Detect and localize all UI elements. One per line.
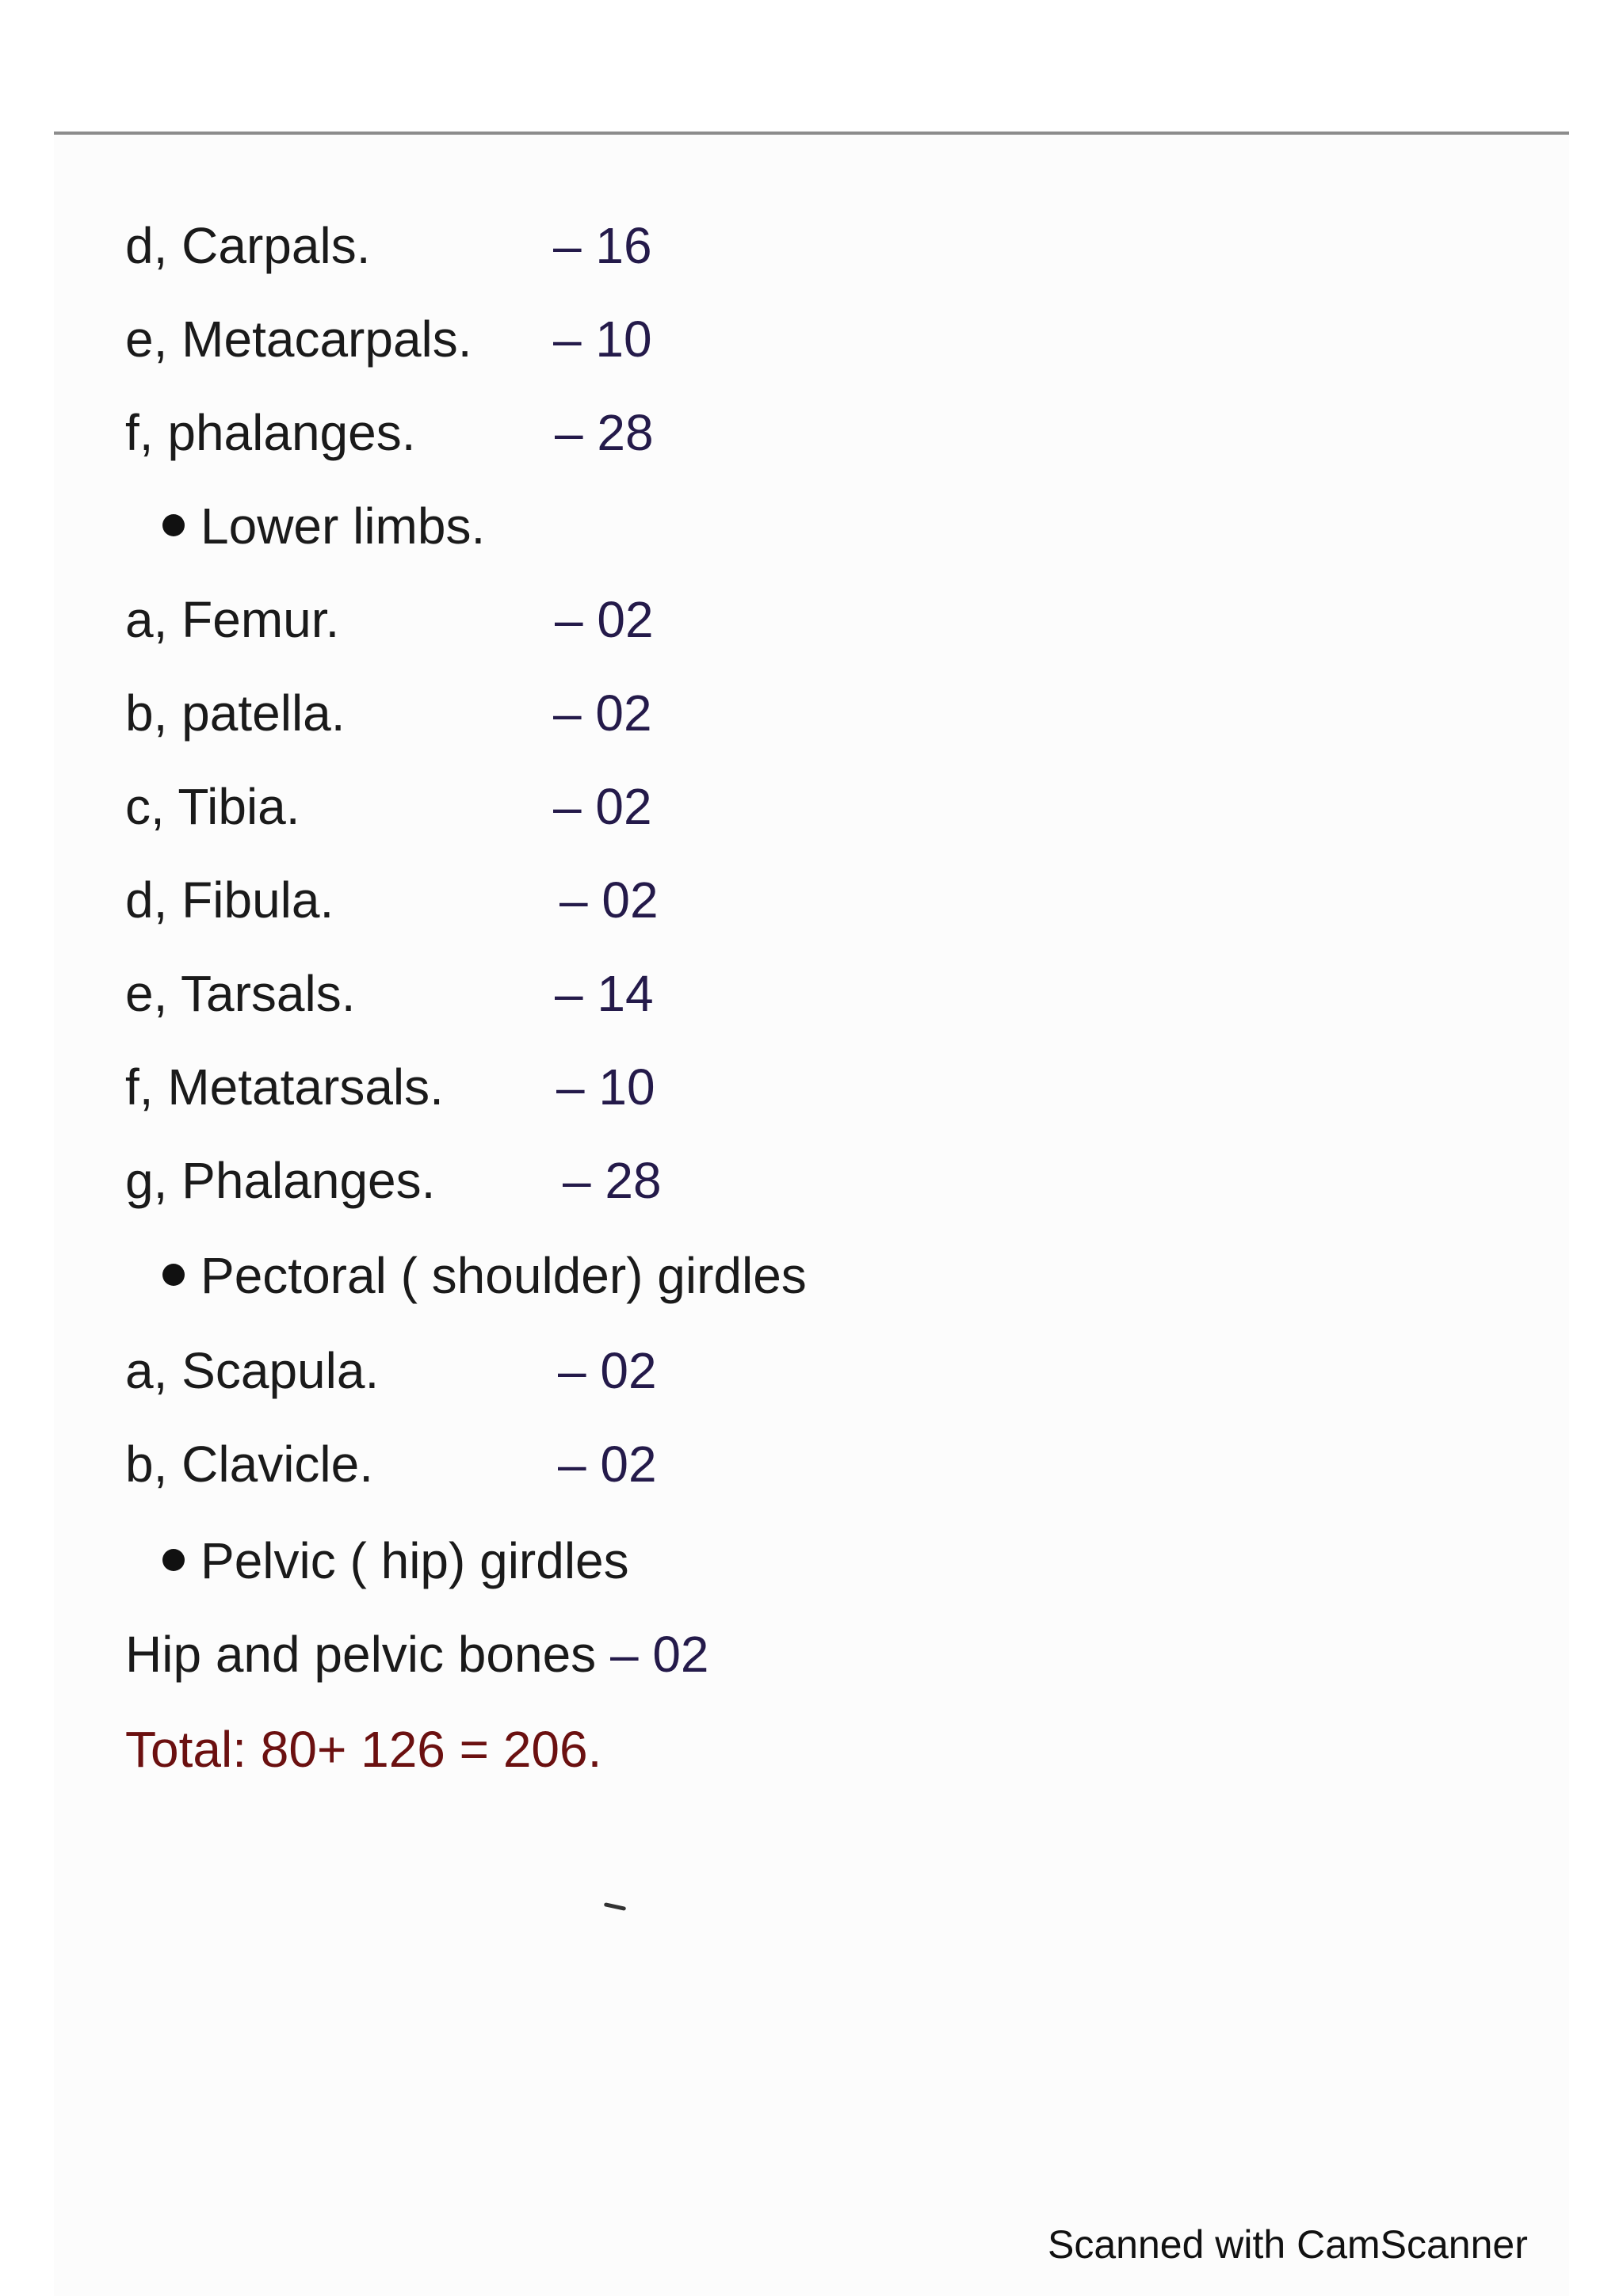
item-label: g, Phalanges. — [125, 1152, 436, 1209]
list-item-tibia — [125, 775, 652, 838]
item-count: – 28 — [563, 1152, 662, 1209]
item-label: b, Clavicle. — [125, 1436, 373, 1493]
list-item-phalanges-foot — [125, 1149, 662, 1212]
camscanner-watermark: Scanned with CamScanner — [1048, 2222, 1528, 2267]
item-count: – 02 — [558, 1436, 657, 1493]
item-count: – 16 — [553, 217, 652, 274]
item-label: d, Carpals. — [125, 217, 371, 274]
list-item-phalanges-hand — [125, 401, 654, 464]
list-item-femur — [125, 588, 654, 651]
bullet-icon — [162, 514, 185, 536]
item-count: – 02 — [559, 871, 659, 929]
bullet-icon — [162, 1549, 185, 1571]
section-heading-pectoral — [162, 1244, 807, 1307]
item-label: f, phalanges. — [125, 404, 416, 461]
item-count: – 10 — [556, 1058, 655, 1116]
section-heading-lower-limbs — [162, 494, 485, 558]
item-label: Hip and pelvic bones — [125, 1626, 610, 1683]
list-item-scapula — [125, 1339, 657, 1402]
list-item-metacarpals — [125, 307, 652, 371]
heading-text: Pelvic ( hip) girdles — [200, 1532, 629, 1589]
top-rule-divider — [54, 132, 1569, 135]
list-item-patella — [125, 681, 652, 745]
item-count: – 02 — [558, 1342, 657, 1399]
item-label: d, Fibula. — [125, 871, 334, 929]
item-count: – 02 — [553, 778, 652, 835]
item-count: – 02 — [555, 591, 654, 648]
item-label: b, patella. — [125, 685, 346, 742]
heading-text: Lower limbs. — [200, 498, 486, 555]
item-count: – 28 — [555, 404, 654, 461]
item-count: – 02 — [553, 685, 652, 742]
item-label: e, Metacarpals. — [125, 311, 472, 368]
item-label: a, Femur. — [125, 591, 340, 648]
item-count: – 02 — [609, 1626, 709, 1683]
list-item-clavicle — [125, 1432, 657, 1496]
item-label: c, Tibia. — [125, 778, 300, 835]
total-line: Total: 80+ 126 = 206. — [125, 1721, 602, 1778]
list-item-tarsals — [125, 962, 654, 1025]
heading-text: Pectoral ( shoulder) girdles — [200, 1247, 807, 1304]
item-label: e, Tarsals. — [125, 965, 356, 1022]
list-item-metatarsals — [125, 1055, 655, 1119]
section-heading-pelvic — [162, 1529, 629, 1592]
item-count: – 14 — [555, 965, 654, 1022]
item-count: – 10 — [553, 311, 652, 368]
item-label: a, Scapula. — [125, 1342, 380, 1399]
list-item-fibula — [125, 868, 659, 932]
bullet-icon — [162, 1264, 185, 1286]
list-item-hip-pelvic-bones — [125, 1623, 709, 1686]
list-item-carpals — [125, 214, 652, 277]
item-label: f, Metatarsals. — [125, 1058, 444, 1116]
